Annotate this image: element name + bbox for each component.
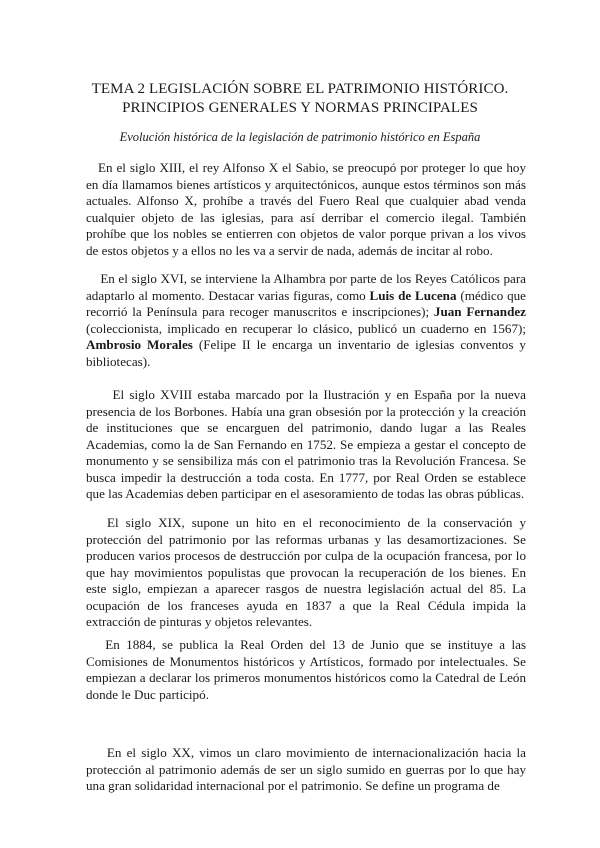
- paragraph-text-part-1: En el siglo XVI, se interviene la Alhambra por parte de los Reyes Católicos para adaptarlo al momento. Destacar varias figuras, como: [86, 271, 526, 303]
- person-name-juan-fernandez: Juan Fernandez: [433, 304, 526, 319]
- paragraph-text: El siglo XVIII estaba marcado por la Ilustración y en España por la nueva presencia de los Borbones. Había una gran obsesión por la protección y la creación de instituciones que se encarguen del patrimonio, dando lugar a las Reales Academias, como la de San Fernando en 1752. Se empieza a gestar el concepto de monumento y se sensibiliza más con el patrimonio tras la Revolución Francesa. Se busca impedir la destrucción a toda costa. En 1777, por Real Orden se establece que las Academias deben participar en el asesoramiento de todas las obras públicas.: [86, 387, 526, 501]
- paragraph-siglo-xx: [86, 745, 526, 795]
- paragraph-text-part-4: (Felipe II le encarga un inventario de iglesias conventos y bibliotecas).: [86, 337, 526, 369]
- paragraph-indent: [86, 515, 107, 530]
- paragraph-text: En el siglo XX, vimos un claro movimiento de internacionalización hacia la protección al patrimonio además de ser un siglo sumido en guerras por lo que hay una gran solidaridad internacional por el patrimonio. Se define un programa de: [86, 745, 526, 793]
- paragraph-1884: [86, 637, 526, 703]
- paragraph-indent: [86, 160, 98, 175]
- person-name-luis-de-lucena: Luis de Lucena: [369, 287, 457, 303]
- document-subtitle: Evolución histórica de la legislación de patrimonio histórico en España: [119, 130, 481, 144]
- paragraph-text-part-3: (coleccionista, implicado en recuperar lo clásico, publicó un cuaderno en 1567);: [86, 320, 526, 336]
- paragraph-indent: [86, 637, 105, 652]
- paragraph-text: En 1884, se publica la Real Orden del 13 de Junio que se instituye a las Comisiones de Monumentos históricos y Artísticos, formado por intelectuales. Se empiezan a declarar los primeros monumentos históricos como la Catedral de León donde le Duc participó.: [86, 637, 526, 702]
- paragraph-siglo-xvi: [86, 271, 526, 370]
- paragraph-text: El siglo XIX, supone un hito en el reconocimiento de la conservación y protección del patrimonio por las reformas urbanas y las desamortizaciones. Se producen varios procesos de destrucción por culpa de la ocupación francesa, por lo que hay movimientos populistas que provocan la recuperación de los bienes. En este siglo, empiezan a aparecer rasgos de nuestra legislación actual del 85. La ocupación de los franceses ayuda en 1837 a que la Real Cédula impida la extracción de pinturas y objetos relevantes.: [86, 515, 526, 629]
- paragraph-text: En el siglo XIII, el rey Alfonso X el Sabio, se preocupó por proteger lo que hoy en día llamamos bienes artísticos y arquitectónicos, aunque estos términos son más actuales. Alfonso X, prohíbe a través del Fuero Real que cualquier abad venda cualquier objeto de las iglesias, para así derribar el comercio ilegal. También prohíbe que los nobles se entierren con objetos de valor porque privan a los vivos de estos objetos y a ellos no les va a servir de nada, además de incitar al robo.: [86, 160, 526, 258]
- person-name-ambrosio-morales: Ambrosio Morales: [86, 337, 193, 352]
- paragraph-siglo-xviii: [86, 387, 526, 503]
- paragraph-text-part-2: (médico que recorrió la Península para recoger manuscritos e inscripciones);: [86, 287, 526, 319]
- document-title-line-1: TEMA 2 LEGISLACIÓN SOBRE EL PATRIMONIO HISTÓRICO.: [91, 81, 509, 97]
- paragraph-siglo-xiii: [86, 160, 526, 259]
- paragraph-indent: [86, 271, 100, 286]
- document-title-line-2: PRINCIPIOS GENERALES Y NORMAS PRINCIPALES: [122, 100, 478, 116]
- paragraph-indent: [86, 387, 112, 402]
- paragraph-siglo-xix: [86, 515, 526, 631]
- paragraph-indent: [86, 745, 107, 760]
